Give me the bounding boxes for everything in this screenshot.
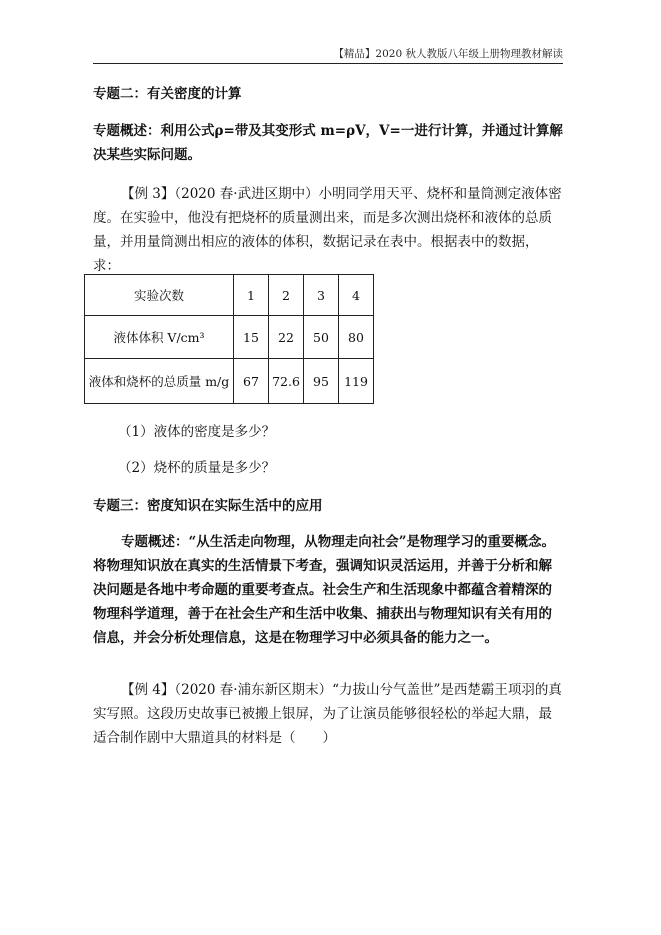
table-cell: 22 [269,316,304,359]
table-row [85,316,374,359]
table-cell: 3 [304,275,339,316]
table-cell: 50 [304,316,339,359]
header-rule [93,63,563,64]
page-header: 【精品】2020 秋人教版八年级上册物理教材解读 [333,48,563,60]
data-table [84,274,374,404]
table-cell: 液体体积 V/cm³ [85,316,234,359]
table-cell: 15 [234,316,269,359]
table-cell: 实验次数 [85,275,234,316]
table-cell: 72.6 [269,359,304,404]
example3-text: 【例 3】（2020 春·武进区期中）小明同学用天平、烧杯和量筒测定液体密度。在实验中，他没有把烧杯的质量测出来，而是多次测出烧杯和液体的总质量，并用量筒测出相应的液体的体积，数据记录在表中。根据表中的数据，求： [93,186,562,274]
table-cell: 67 [234,359,269,404]
table-cell: 119 [339,359,374,404]
topic3-overview: 专题概述：“从生活走向物理，从物理走向社会”是物理学习的重要概念。将物理知识放在真实的生活情景下考查，强调知识灵活运用，并善于分析和解决问题是各地中考命题的重要考查点。社会生产和生活现象中都蕴含着精深的物理科学道理，善于在社会生产和生活中收集、捕获出与物理知识有关有用的信息，并会分析处理信息，这是在物理学习中必须具备的能力之一。 [93,534,556,646]
example4-text: 【例 4】（2020 春·浦东新区期末）“力拔山兮气盖世”是西楚霸王项羽的真实写照。这段历史故事已被搬上银屏，为了让演员能够很轻松的举起大鼎，最适合制作剧中大鼎道具的材料是（ ） [93,682,562,746]
topic3-title: 专题三：密度知识在实际生活中的应用 [93,498,323,514]
table-cell: 1 [234,275,269,316]
table-cell: 液体和烧杯的总质量 m/g [85,359,234,404]
table-cell: 2 [269,275,304,316]
table-row [85,359,374,404]
question-2: （2）烧杯的质量是多少？ [118,460,276,476]
table-cell: 4 [339,275,374,316]
topic2-title: 专题二：有关密度的计算 [93,86,242,102]
table-cell: 80 [339,316,374,359]
table-row [85,275,374,316]
topic2-overview: 专题概述：利用公式ρ=带及其变形式 m=ρV，V=一进行计算，并通过计算解决某些实际问题。 [93,123,563,163]
question-1: （1）液体的密度是多少？ [118,424,276,440]
table-cell: 95 [304,359,339,404]
